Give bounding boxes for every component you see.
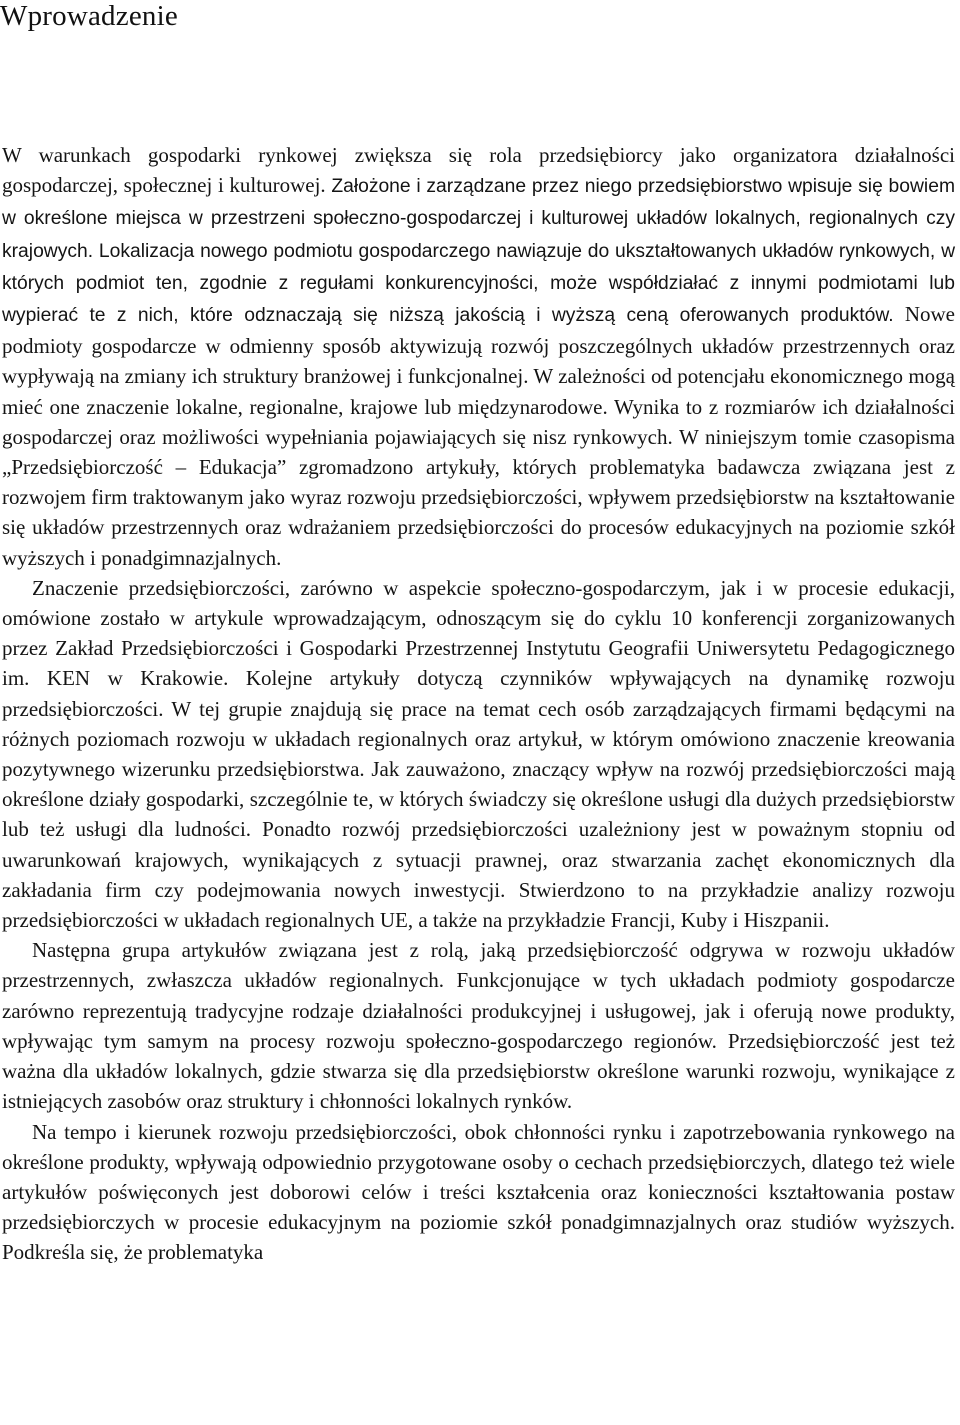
paragraph-3 (2, 935, 955, 1116)
paragraph-2 (2, 573, 955, 935)
paragraph-3-segment-1: Następna grupa artykułów związana jest z rolą, jaką przedsiębiorczość odgrywa w rozwoju układów przestrzennych, zwłaszcza układów regionalnych. Funkcjonujące w tych układach podmioty gospodarcze zarówno reprezentują tradycyjne rodzaje działalności produkcyjnej i usługowej, jak i oferują nowe produkty, wpływając tym samym na procesy rozwoju społeczno-gospodarczego regionów. Przedsiębiorczość jest też ważna dla układów lokalnych, gdzie stwarza się dla przedsiębiorstw określone warunki rozwoju, wynikające z istniejących zasobów oraz struktury i chłonności lokalnych rynków. (2, 938, 955, 1114)
page-title: Wprowadzenie (0, 0, 178, 32)
paragraph-1-segment-1: W warunkach gospodarki rynkowej zwiększa się rola przedsiębiorcy jako organizatora działalności gospodarczej, społecznej i kulturowej. (2, 143, 955, 198)
paragraph-4-segment-1: Na tempo i kierunek rozwoju przedsiębiorczości, obok chłonności rynku i zapotrzebowania rynkowego na określone produkty, wpływają odpowiednio przygotowane osoby o cechach przedsiębiorczych, dlatego też wiele artykułów poświęconych jest doborowi celów i treści kształcenia oraz konieczności kształtowania postaw przedsiębiorczych w procesie edukacyjnym na poziomie szkół ponadgimnazjalnych oraz studiów wyższych. Podkreśla się, że problematyka (2, 1119, 955, 1265)
paragraph-4 (2, 1117, 955, 1268)
paragraph-1-segment-3: Nowe podmioty gospodarcze w odmienny sposób aktywizują rozwój poszczególnych układów przestrzennych oraz wypływają na zmiany ich struktury branżowej i funkcjonalnej. W zależności od potencjału ekonomicznego mogą mieć one znaczenie lokalne, regionalne, krajowe lub międzynarodowe. Wynika to z rozmiarów ich działalności gospodarczej oraz możliwości wypełniania pojawiających się nisz rynkowych. W niniejszym tomie czasopisma „Przedsiębiorczość – Edukacja” zgromadzono artykuły, których problematyka badawcza związana jest z rozwojem firm traktowanym jako wyraz rozwoju przedsiębiorczości, wpływem przedsiębiorstw na kształtowanie się układów przestrzennych oraz wdrażaniem przedsiębiorczości do procesów edukacyjnych na poziomie szkół wyższych i ponadgimnazjalnych. (2, 302, 955, 570)
paragraph-1-segment-2: Założone i zarządzane przez niego przedsiębiorstwo wpisuje się bowiem w określone miejsca w przestrzeni społeczno-gospodarczej i kulturowej układów lokalnych, regionalnych czy krajowych. Lokalizacja nowego podmiotu gospodarczego nawiązuje do ukształtowanych układów rynkowych, w których podmiot ten, zgodnie z regułami konkurencyjności, może współdziałać z innymi podmiotami lub wypierać te z nich, które odznaczają się niższą jakością i wyższą ceną oferowanych produktów. (2, 176, 955, 327)
paragraph-1 (2, 140, 955, 573)
paragraph-2-segment-1: Znaczenie przedsiębiorczości, zarówno w aspekcie społeczno-gospodarczym, jak i w procesie edukacji, omówione zostało w artykule wprowadzającym, odnoszącym się do cyklu 10 konferencji zorganizowanych przez Zakład Przedsiębiorczości i Gospodarki Przestrzennej Instytutu Geografii Uniwersytetu Pedagogicznego im. KEN w Krakowie. Kolejne artykuły dotyczą czynników wpływających na dynamikę rozwoju przedsiębiorczości. W tej grupie znajdują się prace na temat cech osób zarządzających firmami będącymi na różnych poziomach rozwoju w układach regionalnych oraz artykuł, w którym omówiono znaczenie kreowania pozytywnego wizerunku przedsiębiorstwa. Jak zauważono, znaczący wpływ na rozwój przedsiębiorczości mają określone działy gospodarki, szczególnie te, w których świadczy się określone usługi dla dużych przedsiębiorstw lub też usługi dla ludności. Ponadto rozwój przedsiębiorczości uzależniony jest w poważnym stopniu od uwarunkowań krajowych, wynikających z sytuacji prawnej, oraz stwarzania zachęt ekonomicznych dla zakładania firm czy podejmowania nowych inwestycji. Stwierdzono to na przykładzie analizy rozwoju przedsiębiorczości w układach regionalnych UE, a także na przykładzie Francji, Kuby i Hiszpanii. (2, 575, 955, 933)
body-text (2, 140, 955, 1268)
